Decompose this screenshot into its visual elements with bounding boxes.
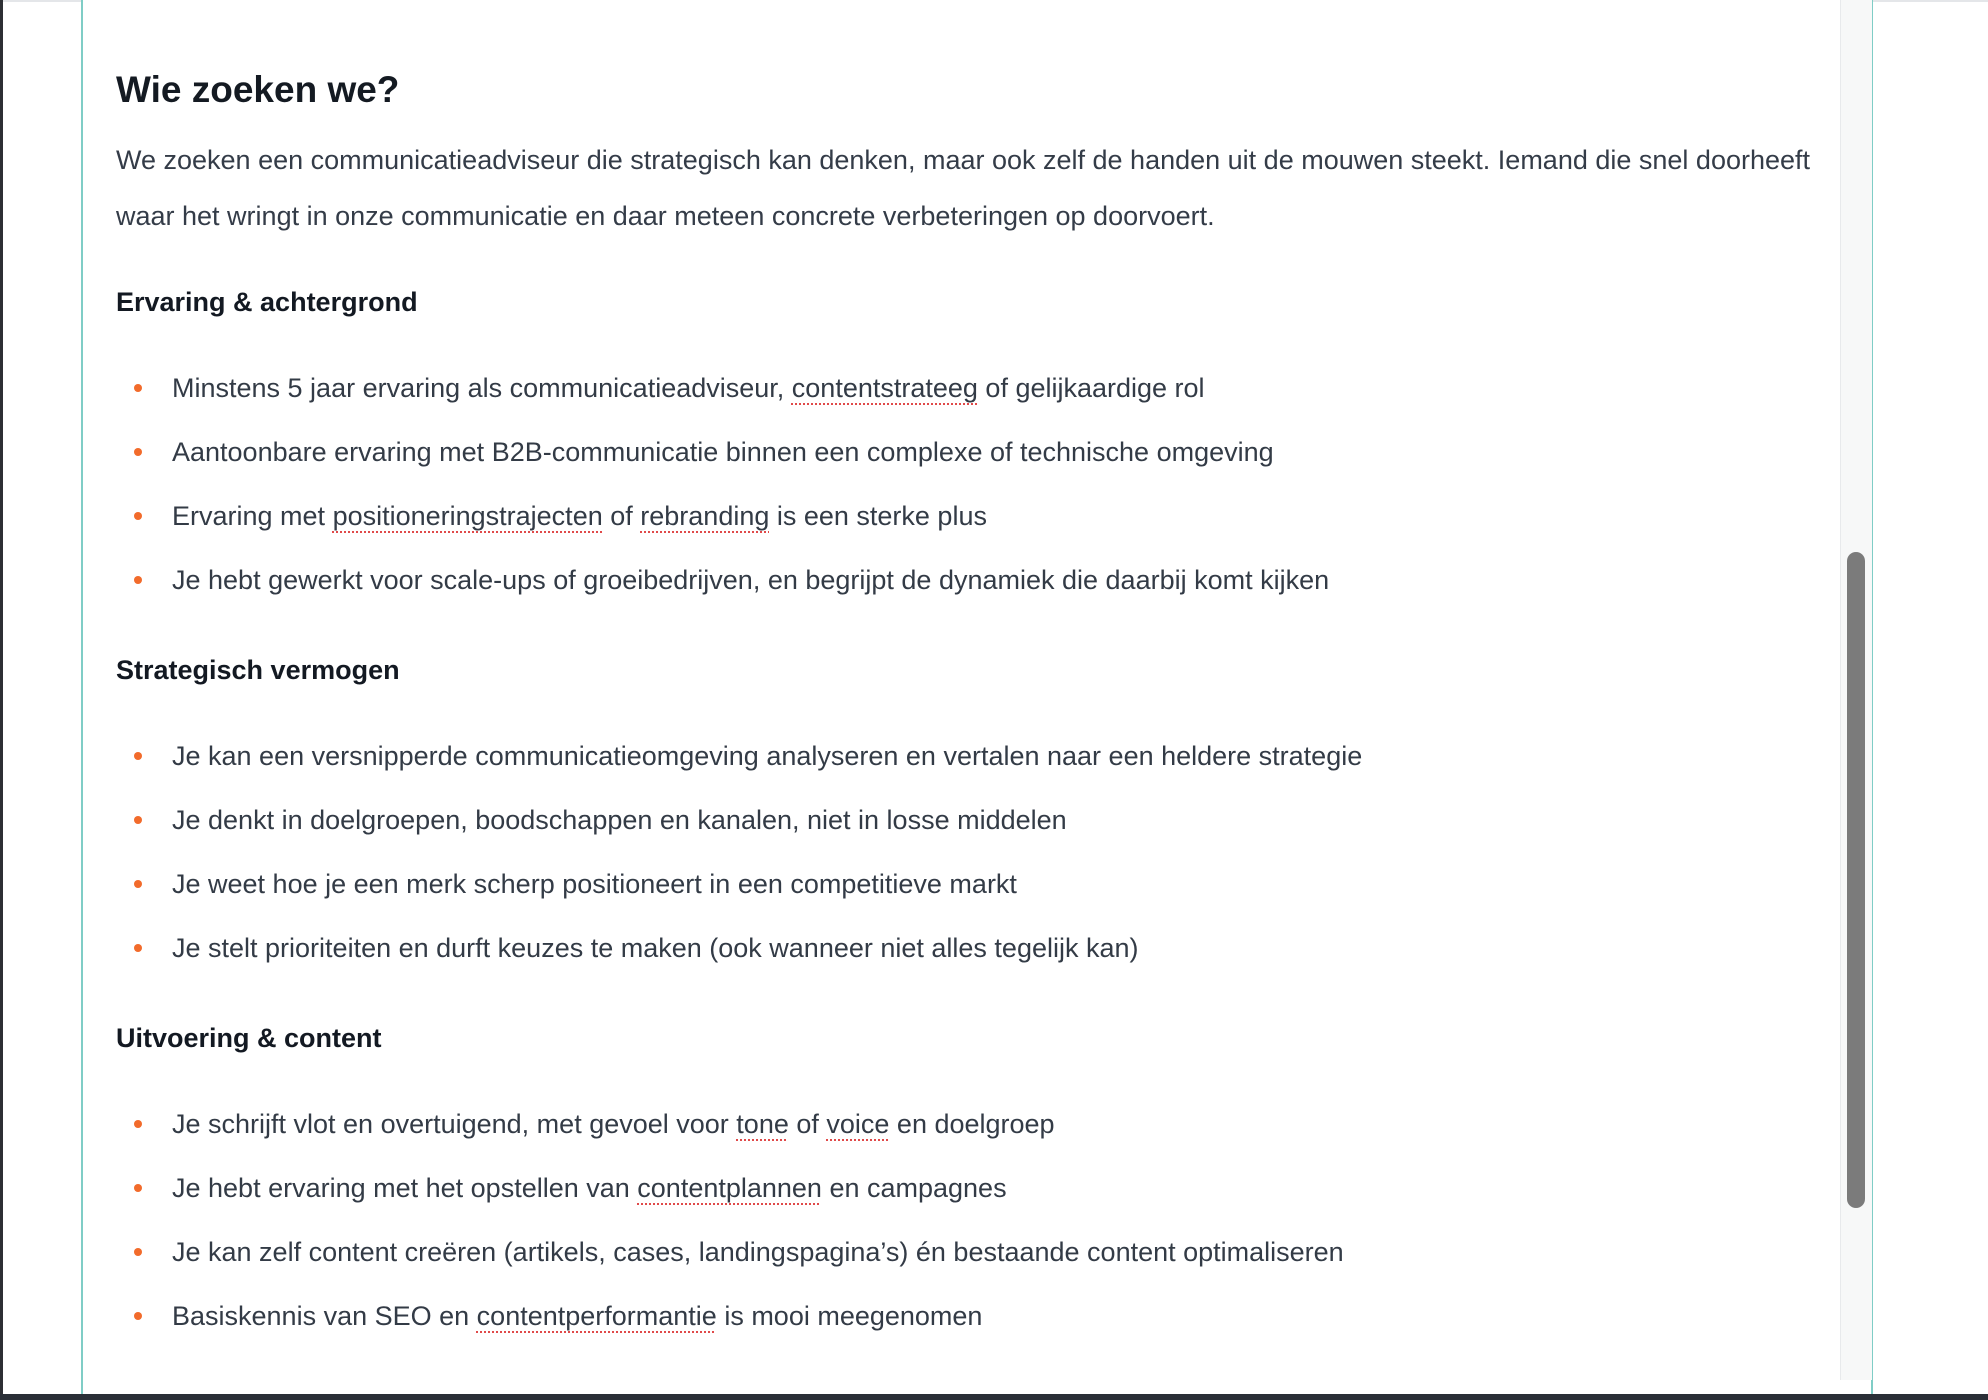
window-bottom-edge bbox=[0, 1394, 1988, 1400]
bullet-icon bbox=[134, 512, 142, 520]
list-item bbox=[116, 724, 1816, 788]
section-heading: Wie zoeken we? bbox=[116, 69, 400, 110]
list-item-text: en doelgroep bbox=[889, 1109, 1055, 1139]
bullet-icon bbox=[134, 1312, 142, 1320]
requirements-list bbox=[116, 356, 1816, 612]
requirements-list bbox=[116, 1092, 1816, 1348]
spellcheck-flagged-word[interactable]: rebranding bbox=[640, 501, 770, 531]
list-item-text: Je stelt prioriteiten en durft keuzes te maken (ook wanneer niet alles tegelijk kan) bbox=[172, 933, 1139, 963]
bullet-icon bbox=[134, 384, 142, 392]
list-item-text: Basiskennis van SEO en bbox=[172, 1301, 477, 1331]
spellcheck-flagged-word[interactable]: contentplannen bbox=[637, 1173, 822, 1203]
list-item-text: Je denkt in doelgroepen, boodschappen en kanalen, niet in losse middelen bbox=[172, 805, 1067, 835]
list-item bbox=[116, 484, 1816, 548]
requirements-list bbox=[116, 724, 1816, 980]
subsection-heading: Ervaring & achtergrond bbox=[116, 287, 418, 317]
list-item bbox=[116, 420, 1816, 484]
list-item bbox=[116, 356, 1816, 420]
list-item-text: Je kan zelf content creëren (artikels, cases, landingspagina’s) én bestaande content optimaliseren bbox=[172, 1237, 1344, 1267]
list-item bbox=[116, 548, 1816, 612]
list-item-text: of gelijkaardige rol bbox=[977, 373, 1205, 403]
list-item-text: is een sterke plus bbox=[769, 501, 987, 531]
list-item bbox=[116, 1284, 1816, 1348]
bullet-icon bbox=[134, 1120, 142, 1128]
subsection-heading: Uitvoering & content bbox=[116, 1023, 382, 1053]
bullet-icon bbox=[134, 752, 142, 760]
list-item-text: Je kan een versnipperde communicatieomgeving analyseren en vertalen naar een heldere strategie bbox=[172, 741, 1363, 771]
list-item-text: is mooi meegenomen bbox=[716, 1301, 983, 1331]
bullet-icon bbox=[134, 448, 142, 456]
bullet-icon bbox=[134, 1248, 142, 1256]
spellcheck-flagged-word[interactable]: tone bbox=[736, 1109, 789, 1139]
intro-paragraph: We zoeken een communicatieadviseur die strategisch kan denken, maar ook zelf de handen uit de mouwen steekt. Iemand die snel doorheeft waar het wringt in onze communicatie en daar meteen concrete verbeteringen op doorvoert. bbox=[116, 145, 1811, 231]
spellcheck-flagged-word[interactable]: contentperformantie bbox=[476, 1301, 717, 1331]
bullet-icon bbox=[134, 880, 142, 888]
list-item bbox=[116, 1156, 1816, 1220]
spellcheck-flagged-word[interactable]: positioneringstrajecten bbox=[332, 501, 603, 531]
list-item bbox=[116, 1092, 1816, 1156]
list-item-text: Je hebt ervaring met het opstellen van bbox=[172, 1173, 638, 1203]
bullet-icon bbox=[134, 816, 142, 824]
list-item-text: Aantoonbare ervaring met B2B-communicatie binnen een complexe of technische omgeving bbox=[172, 437, 1274, 467]
list-item bbox=[116, 916, 1816, 980]
spellcheck-flagged-word[interactable]: voice bbox=[826, 1109, 890, 1139]
requirements-sections bbox=[116, 272, 1816, 1348]
list-item-text: Je schrijft vlot en overtuigend, met gevoel voor bbox=[172, 1109, 737, 1139]
document-content[interactable] bbox=[116, 60, 1816, 1348]
list-item-text: Ervaring met bbox=[172, 501, 333, 531]
list-item-text: of bbox=[788, 1109, 827, 1139]
list-item-text: Je weet hoe je een merk scherp positioneert in een competitieve markt bbox=[172, 869, 1017, 899]
list-item-text: Je hebt gewerkt voor scale-ups of groeibedrijven, en begrijpt de dynamiek die daarbij komt kijken bbox=[172, 565, 1330, 595]
bullet-icon bbox=[134, 576, 142, 584]
list-item-text: Minstens 5 jaar ervaring als communicatieadviseur, bbox=[172, 373, 792, 403]
list-item bbox=[116, 788, 1816, 852]
list-item bbox=[116, 852, 1816, 916]
bullet-icon bbox=[134, 944, 142, 952]
subsection-heading: Strategisch vermogen bbox=[116, 655, 400, 685]
bullet-icon bbox=[134, 1184, 142, 1192]
list-item-text: en campagnes bbox=[821, 1173, 1007, 1203]
list-item-text: of bbox=[602, 501, 641, 531]
list-item bbox=[116, 1220, 1816, 1284]
scrollbar-thumb[interactable] bbox=[1847, 552, 1865, 1208]
window-left-edge bbox=[0, 0, 3, 1394]
spellcheck-flagged-word[interactable]: contentstrateeg bbox=[791, 373, 978, 403]
